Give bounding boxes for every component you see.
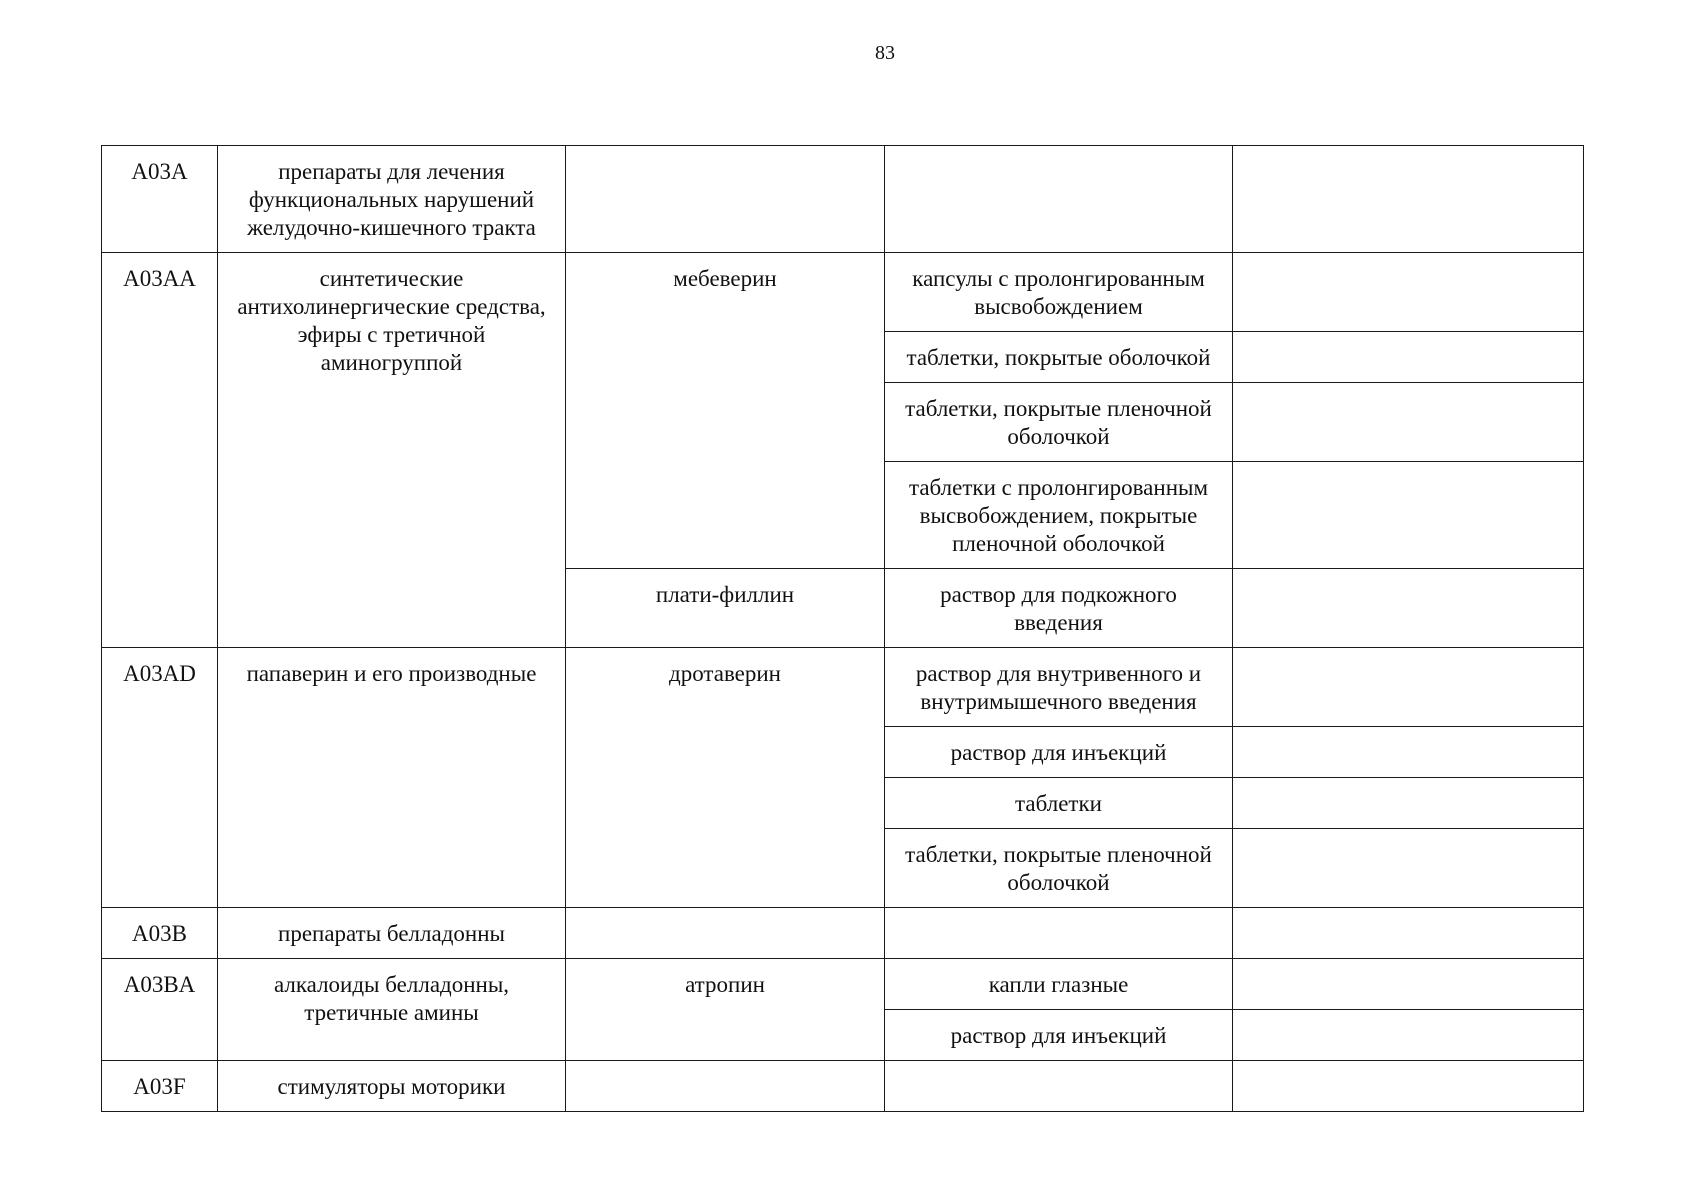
table-row xyxy=(102,1061,1584,1112)
atc-code-cell: A03AA xyxy=(102,253,218,648)
note-cell xyxy=(1233,332,1584,383)
table-row xyxy=(102,253,1584,332)
dosage-form-cell xyxy=(885,146,1233,253)
note-cell xyxy=(1233,727,1584,778)
dosage-form-cell: раствор для инъекций xyxy=(885,1010,1233,1061)
dosage-form-cell: капли глазные xyxy=(885,959,1233,1010)
dosage-form-cell: таблетки с пролонгированным высвобождением, покрытые пленочной оболочкой xyxy=(885,462,1233,569)
dosage-form-cell: таблетки, покрытые пленочной оболочкой xyxy=(885,829,1233,908)
substance-cell xyxy=(566,146,885,253)
dosage-form-cell: раствор для подкожного введения xyxy=(885,569,1233,648)
note-cell xyxy=(1233,908,1584,959)
group-name-cell: папаверин и его производные xyxy=(218,648,566,908)
table-row xyxy=(102,908,1584,959)
atc-code-cell: A03AD xyxy=(102,648,218,908)
page-number: 83 xyxy=(875,42,895,64)
note-cell xyxy=(1233,959,1584,1010)
dosage-form-cell: раствор для внутривенного и внутримышечного введения xyxy=(885,648,1233,727)
dosage-form-cell: капсулы с пролонгированным высвобождением xyxy=(885,253,1233,332)
group-name-cell: синтетические антихолинергические средства, эфиры с третичной аминогруппой xyxy=(218,253,566,648)
note-cell xyxy=(1233,778,1584,829)
note-cell xyxy=(1233,462,1584,569)
note-cell xyxy=(1233,1061,1584,1112)
dosage-form-cell: таблетки, покрытые пленочной оболочкой xyxy=(885,383,1233,462)
dosage-form-cell: таблетки xyxy=(885,778,1233,829)
atc-code-cell: A03B xyxy=(102,908,218,959)
note-cell xyxy=(1233,1010,1584,1061)
substance-cell: дротаверин xyxy=(566,648,885,908)
dosage-form-cell: раствор для инъекций xyxy=(885,727,1233,778)
substance-cell xyxy=(566,908,885,959)
note-cell xyxy=(1233,648,1584,727)
note-cell xyxy=(1233,383,1584,462)
table-row xyxy=(102,648,1584,727)
substance-cell: атропин xyxy=(566,959,885,1061)
note-cell xyxy=(1233,829,1584,908)
table-row xyxy=(102,146,1584,253)
substance-cell xyxy=(566,1061,885,1112)
group-name-cell: стимуляторы моторики xyxy=(218,1061,566,1112)
note-cell xyxy=(1233,569,1584,648)
substance-cell: мебеверин xyxy=(566,253,885,569)
atc-code-cell: A03BA xyxy=(102,959,218,1061)
group-name-cell: препараты для лечения функциональных нарушений желудочно-кишечного тракта xyxy=(218,146,566,253)
drug-table xyxy=(101,145,1584,1112)
substance-cell: плати-филлин xyxy=(566,569,885,648)
note-cell xyxy=(1233,253,1584,332)
table-row xyxy=(102,959,1584,1010)
atc-code-cell: A03F xyxy=(102,1061,218,1112)
group-name-cell: препараты белладонны xyxy=(218,908,566,959)
atc-code-cell: A03A xyxy=(102,146,218,253)
group-name-cell: алкалоиды белладонны, третичные амины xyxy=(218,959,566,1061)
note-cell xyxy=(1233,146,1584,253)
dosage-form-cell: таблетки, покрытые оболочкой xyxy=(885,332,1233,383)
dosage-form-cell xyxy=(885,1061,1233,1112)
dosage-form-cell xyxy=(885,908,1233,959)
